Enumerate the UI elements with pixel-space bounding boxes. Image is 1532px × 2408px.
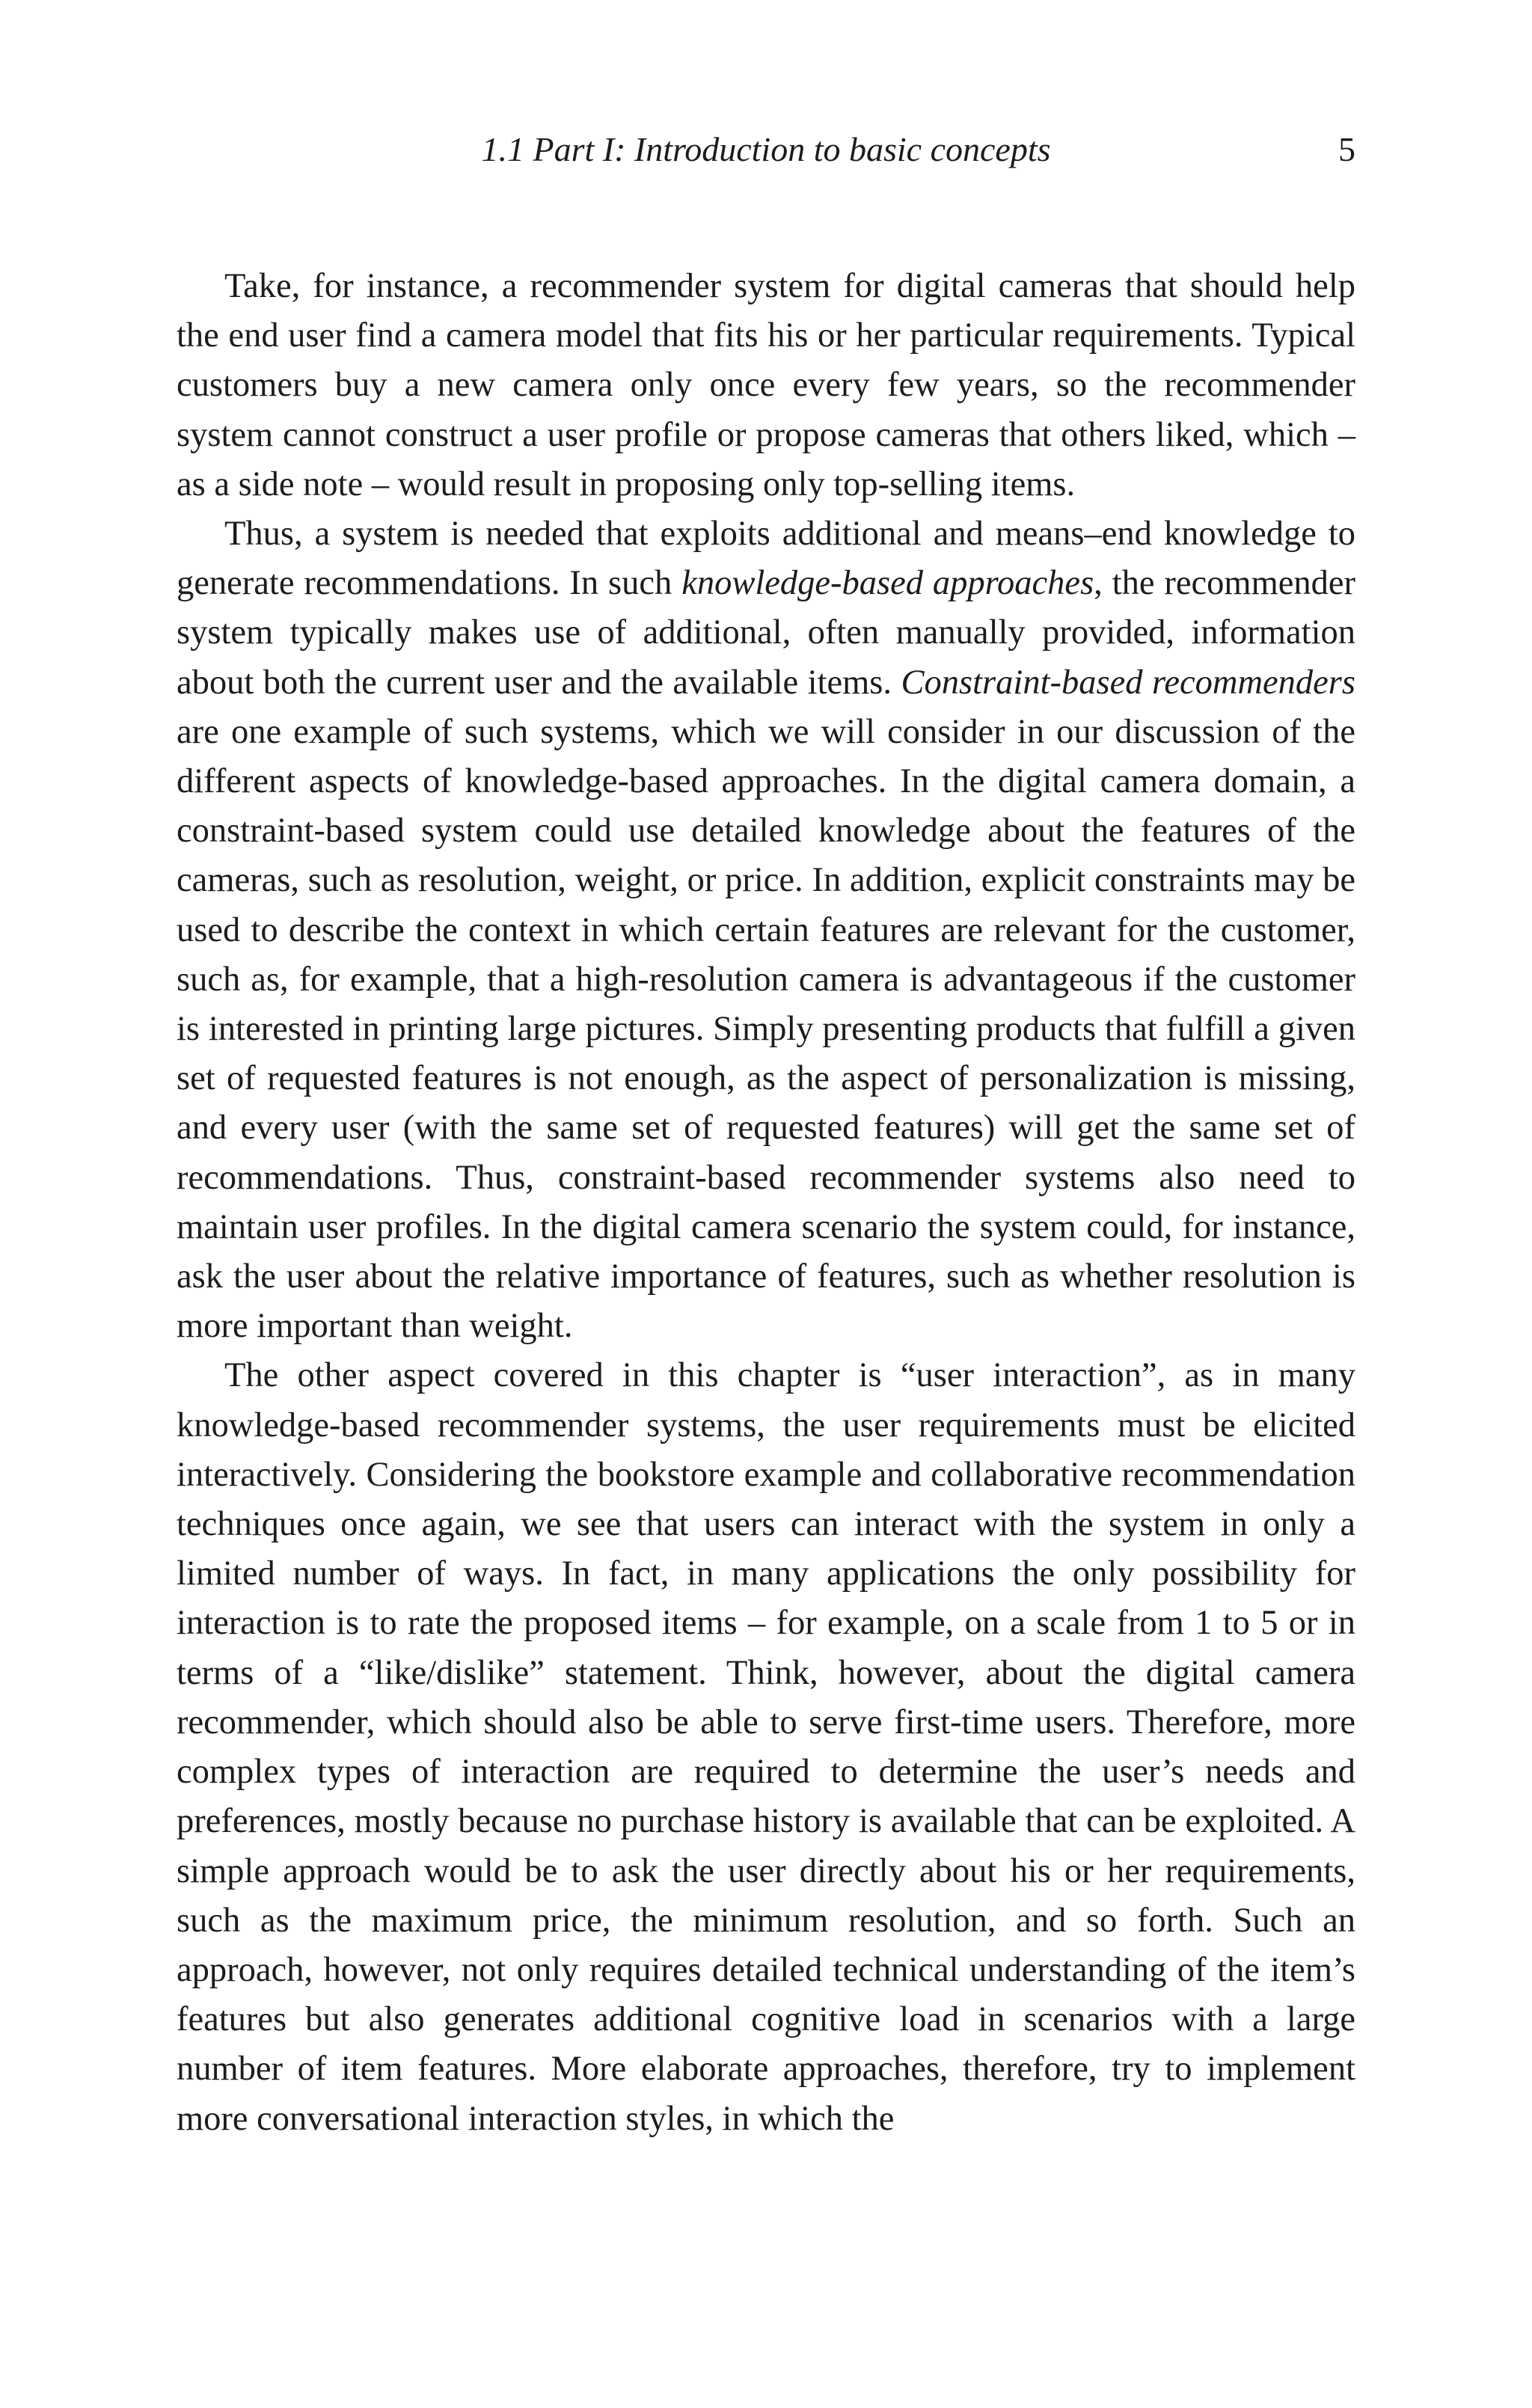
paragraph-text: The other aspect covered in this chapter is “user interaction”, as in many knowledge-based recommender systems, the user requirements must be elicited interactively. Considering the bookstore example and collaborative recommendation techniques once again, we see that users can interact with the system in only a limited number of ways. In fact, in many applications the only possibility for interaction is to rate the proposed items – for example, on a scale from 1 to 5 or in terms of a “like/dislike” statement. Think, however, about the digital camera recommender, which should also be able to serve first-time users. Therefore, more complex types of interaction are required to determine the user’s needs and preferences, mostly because no purchase history is available that can be exploited. A simple approach would be to ask the user directly about his or her requirements, such as the maximum price, the minimum resolution, and so forth. Such an approach, however, not only requires detailed technical understanding of the item’s features but also generates additional cognitive load in scenarios with a large number of item features. More elaborate approaches, therefore, try to implement more conversational interaction styles, in which the [177, 1356, 1355, 2138]
page-number: 5 [1338, 130, 1355, 168]
italic-term-constraint-based-recommenders: Constraint-based recommenders [901, 663, 1355, 702]
paragraph-text: Thus, a system is needed that exploits additional and means–end knowledge to generate recommendations. In such [177, 515, 1355, 603]
section-title: 1.1 Part I: Introduction to basic concepts [481, 130, 1051, 168]
paragraph-knowledge-based [177, 509, 1355, 1351]
paragraph-text: are one example of such systems, which we will consider in our discussion of the different aspects of knowledge-based approaches. In the digital camera domain, a constraint-based system could use detailed knowledge about the features of the cameras, such as resolution, weight, or price. In addition, explicit constraints may be used to describe the context in which certain features are relevant for the customer, such as, for example, that a high-resolution camera is advantageous if the customer is interested in printing large pictures. Simply presenting products that fulfill a given set of requested features is not enough, as the aspect of personalization is missing, and every user (with the same set of requested features) will get the same set of recommendations. Thus, constraint-based recommender systems also need to maintain user profiles. In the digital camera scenario the system could, for instance, ask the user about the relative importance of features, such as whether resolution is more important than weight. [177, 712, 1355, 1346]
paragraph-text: Take, for instance, a recommender system for digital cameras that should help the end user find a camera model that fits his or her particular requirements. Typical customers buy a new camera only once every few years, so the recommender system cannot construct a user profile or propose cameras that others liked, which – as a side note – would result in proposing only top-selling items. [177, 267, 1355, 503]
paragraph-user-interaction [177, 1351, 1355, 2143]
paragraph-camera-example [177, 262, 1355, 509]
italic-term-knowledge-based-approaches: knowledge-based approaches [681, 564, 1094, 603]
running-head [177, 126, 1355, 174]
paragraph-text: , the recommender system typically makes use of additional, often manually provided, information about both the current user and the available items. [177, 564, 1356, 702]
text-body [177, 262, 1355, 2144]
